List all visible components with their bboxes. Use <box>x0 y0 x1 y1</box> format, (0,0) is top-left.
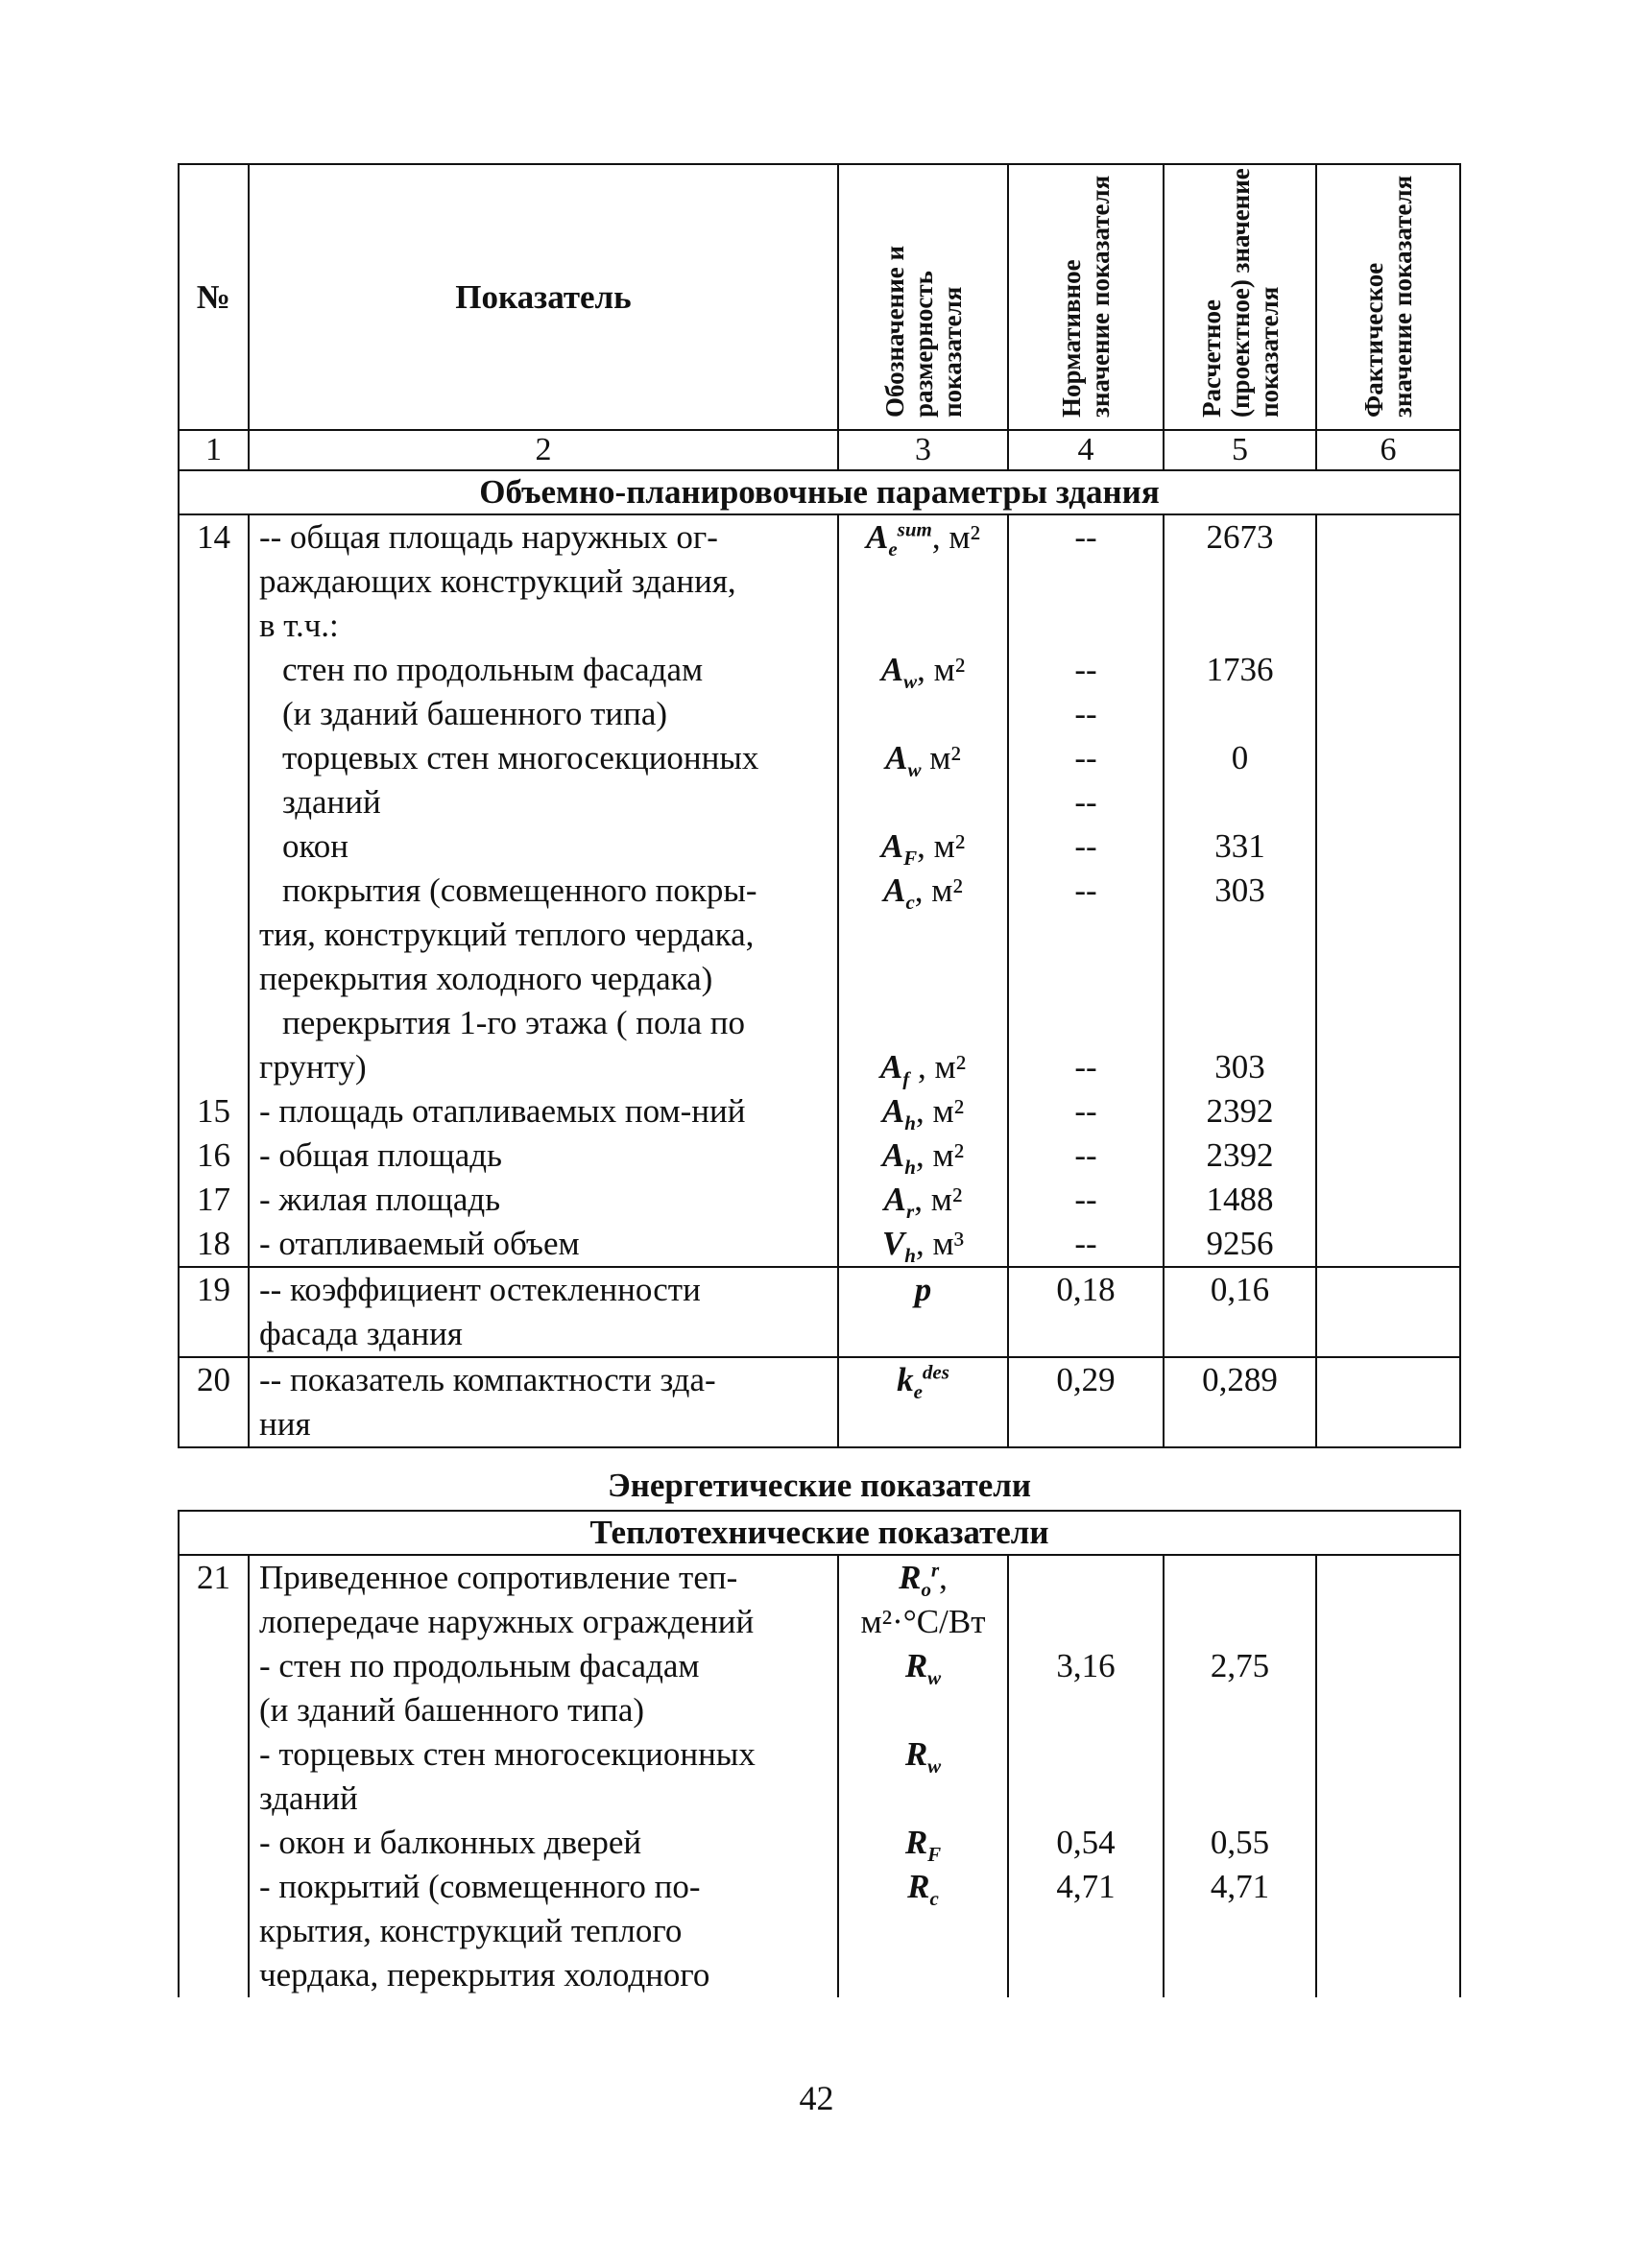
designation-cell <box>838 514 1008 1267</box>
normative-value: -- <box>1074 651 1097 688</box>
indicator-text: в т.ч.: <box>259 607 339 644</box>
symbol-subscript: w <box>907 758 922 780</box>
unit: , м² <box>915 1136 965 1174</box>
normative-value <box>1009 1909 1163 1953</box>
normative-cell: 0,18 <box>1008 1267 1164 1357</box>
normative-cell: 0,29 <box>1008 1357 1164 1447</box>
indicator-text: торцевых стен многосекционных <box>282 739 759 776</box>
designation <box>839 648 1007 692</box>
indicator-cell <box>249 514 838 1267</box>
normative-value: -- <box>1074 1048 1097 1086</box>
row-number <box>180 824 248 869</box>
designation <box>839 1909 1007 1953</box>
normative-value <box>1009 1777 1163 1821</box>
normative-value: -- <box>1074 1136 1097 1174</box>
unit: , м² <box>917 651 966 688</box>
header-calculated: Расчетное (проектное) значение показателя <box>1196 167 1284 418</box>
symbol: A <box>881 1136 905 1174</box>
actual-cell <box>1316 514 1460 1267</box>
designation <box>839 1178 1007 1222</box>
indicator-text: лопередаче наружных ограждений <box>259 1603 755 1640</box>
designation <box>839 1777 1007 1821</box>
designation <box>839 1222 1007 1266</box>
designation <box>839 1556 1007 1600</box>
calculated-value: 1488 <box>1206 1181 1274 1218</box>
normative-value: -- <box>1074 1092 1097 1130</box>
header-actual: Фактическое значение показателя <box>1359 175 1417 418</box>
normative-value <box>1009 1556 1163 1600</box>
number-cell: 20 <box>179 1357 249 1447</box>
calculated-value <box>1165 692 1315 736</box>
indicator-text: покрытия (совмещенного покры- <box>282 871 757 909</box>
row-number <box>180 1732 248 1777</box>
indicator-text: -- общая площадь наружных ог- <box>259 518 718 556</box>
calculated-value: 4,71 <box>1210 1868 1270 1905</box>
indicator-text: зданий <box>259 1779 358 1817</box>
indicator-text: - общая площадь <box>259 1136 502 1174</box>
row-number <box>180 1777 248 1821</box>
row-number: 16 <box>197 1136 230 1174</box>
unit: , м² <box>917 827 966 865</box>
row-number <box>180 913 248 957</box>
normative-value: -- <box>1074 827 1097 865</box>
unit: , м² <box>914 871 963 909</box>
column-number: 1 <box>179 430 249 470</box>
row-number <box>180 1001 248 1045</box>
thermal-table <box>178 1510 1461 1997</box>
normative-value: -- <box>1074 739 1097 776</box>
symbol-subscript: w <box>927 1755 942 1777</box>
designation <box>839 736 1007 780</box>
row-number: 14 <box>197 518 230 556</box>
symbol: A <box>883 1181 906 1218</box>
calculated-cell <box>1164 1555 1316 1997</box>
designation <box>839 957 1007 1001</box>
symbol: A <box>883 871 906 909</box>
symbol: R <box>899 1559 922 1596</box>
indicator-table <box>178 163 1461 1448</box>
symbol-subscript: o <box>921 1578 931 1600</box>
designation <box>839 692 1007 736</box>
designation <box>839 1865 1007 1909</box>
calculated-value <box>1165 1001 1315 1045</box>
calculated-value: 2392 <box>1206 1092 1274 1130</box>
indicator-text: раждающих конструкций здания, <box>259 562 736 600</box>
symbol: A <box>885 739 908 776</box>
calculated-value <box>1165 1556 1315 1600</box>
column-number-row <box>179 430 1460 470</box>
symbol-subscript: r <box>906 1200 915 1222</box>
calculated-value: 0,55 <box>1210 1824 1270 1861</box>
designation <box>839 913 1007 957</box>
row-number <box>180 1865 248 1909</box>
actual-cell <box>1316 1267 1460 1357</box>
symbol: A <box>880 827 904 865</box>
normative-value <box>1009 1001 1163 1045</box>
row-number <box>180 957 248 1001</box>
designation <box>839 1953 1007 1997</box>
indicator-text: перекрытия холодного чердака) <box>259 960 713 997</box>
row-number <box>180 736 248 780</box>
unit: , м³ <box>915 1225 965 1262</box>
row-number <box>180 692 248 736</box>
calculated-value: 9256 <box>1206 1225 1274 1262</box>
section-title-planning: Объемно-планировочные параметры здания <box>179 470 1460 514</box>
calculated-value <box>1165 957 1315 1001</box>
indicator-text: чердака, перекрытия холодного <box>259 1956 710 1993</box>
designation <box>839 1089 1007 1134</box>
column-number: 6 <box>1316 430 1460 470</box>
unit: , м² <box>909 1048 967 1086</box>
normative-value: -- <box>1074 783 1097 821</box>
designation <box>839 560 1007 604</box>
normative-value <box>1009 560 1163 604</box>
row-number <box>180 1909 248 1953</box>
row-number: 15 <box>197 1092 230 1130</box>
symbol: V <box>881 1225 905 1262</box>
symbol: R <box>904 1735 928 1773</box>
row-number <box>180 1644 248 1688</box>
indicator-text: - отапливаемый объем <box>259 1225 580 1262</box>
column-number: 4 <box>1008 430 1164 470</box>
symbol-subscript: f <box>902 1067 910 1089</box>
symbol-subscript: F <box>927 1843 942 1865</box>
unit: , м² <box>914 1181 963 1218</box>
designation <box>839 1134 1007 1178</box>
designation <box>839 869 1007 913</box>
designation <box>839 1821 1007 1865</box>
indicator-text: перекрытия 1-го этажа ( пола по <box>282 1004 745 1041</box>
calculated-value: 331 <box>1214 827 1265 865</box>
symbol: A <box>880 651 904 688</box>
indicator-text: - площадь отапливаемых пом-ний <box>259 1092 746 1130</box>
designation <box>839 780 1007 824</box>
calculated-value <box>1165 780 1315 824</box>
table-header-row <box>179 164 1460 430</box>
normative-value <box>1009 1953 1163 1997</box>
indicator-text: - покрытий (совмещенного по- <box>259 1868 701 1905</box>
normative-value: -- <box>1074 1225 1097 1262</box>
designation <box>839 824 1007 869</box>
indicator-text: - окон и балконных дверей <box>259 1824 642 1861</box>
designation <box>839 1600 1007 1644</box>
designation <box>839 1045 1007 1089</box>
calculated-value: 0 <box>1231 739 1249 776</box>
row-number: 17 <box>197 1181 230 1218</box>
designation <box>839 1001 1007 1045</box>
symbol: R <box>904 1647 928 1684</box>
calculated-value <box>1165 1777 1315 1821</box>
normative-cell <box>1008 1555 1164 1997</box>
table-row-20 <box>179 1357 1460 1447</box>
normative-value: -- <box>1074 871 1097 909</box>
normative-value <box>1009 913 1163 957</box>
designation-cell: $k_e^{des}$ <box>838 1357 1008 1447</box>
actual-cell <box>1316 1555 1460 1997</box>
normative-value <box>1009 957 1163 1001</box>
indicator-cell: -- коэффициент остекленности фасада здания <box>249 1267 838 1357</box>
designation <box>839 1688 1007 1732</box>
header-number: № <box>179 164 249 430</box>
symbol-subscript: F <box>903 847 918 869</box>
section-row <box>179 1511 1460 1555</box>
symbol-subscript: w <box>903 670 918 692</box>
unit: , м² <box>931 518 981 556</box>
symbol: A <box>879 1048 903 1086</box>
designation <box>839 604 1007 648</box>
calculated-cell <box>1164 514 1316 1267</box>
row-number <box>180 869 248 913</box>
calculated-cell: 0,16 <box>1164 1267 1316 1357</box>
row-number: 21 <box>197 1559 230 1596</box>
symbol-subscript: e <box>888 537 898 560</box>
symbol-subscript: c <box>929 1887 939 1909</box>
indicator-text: Приведенное сопротивление теп- <box>259 1559 738 1596</box>
row-number <box>180 604 248 648</box>
calculated-value: 2392 <box>1206 1136 1274 1174</box>
indicator-text: - торцевых стен многосекционных <box>259 1735 756 1773</box>
unit: , м² <box>915 1092 965 1130</box>
symbol-superscript: sum <box>897 517 932 541</box>
calculated-value <box>1165 604 1315 648</box>
header-normative: Нормативное значение показателя <box>1057 175 1115 418</box>
normative-value: -- <box>1074 518 1097 556</box>
indicator-text: грунту) <box>259 1048 367 1086</box>
calculated-value <box>1165 560 1315 604</box>
unit: , <box>939 1559 948 1596</box>
indicator-text: - стен по продольным фасадам <box>259 1647 700 1684</box>
calculated-value <box>1165 1732 1315 1777</box>
symbol: R <box>907 1868 930 1905</box>
indicator-text: зданий <box>282 783 381 821</box>
unit: м² <box>921 739 961 776</box>
symbol: R <box>904 1824 928 1861</box>
indicator-text: крытия, конструкций теплого <box>259 1912 683 1949</box>
calculated-value: 2673 <box>1206 518 1274 556</box>
row-number <box>180 1821 248 1865</box>
number-cell: 19 <box>179 1267 249 1357</box>
header-designation: Обозначение и размерность показателя <box>879 245 967 418</box>
row-number: 18 <box>197 1225 230 1262</box>
normative-value <box>1009 1732 1163 1777</box>
unit: м²·°С/Вт <box>860 1603 986 1640</box>
row-number <box>180 560 248 604</box>
row-number <box>180 780 248 824</box>
indicator-text: (и зданий башенного типа) <box>259 1691 645 1729</box>
designation <box>839 515 1007 560</box>
row-number <box>180 1045 248 1089</box>
row-number <box>180 1953 248 1997</box>
normative-value <box>1009 1688 1163 1732</box>
designation <box>839 1644 1007 1688</box>
number-cell <box>179 1555 249 1997</box>
row-number <box>180 648 248 692</box>
indicator-cell <box>249 1555 838 1997</box>
table-row-19 <box>179 1267 1460 1357</box>
symbol-subscript: h <box>904 1111 916 1134</box>
table-row-block1 <box>179 514 1460 1267</box>
normative-value: 4,71 <box>1056 1868 1116 1905</box>
symbol-superscript: r <box>930 1558 940 1582</box>
calculated-cell: 0,289 <box>1164 1357 1316 1447</box>
designation-cell <box>838 1555 1008 1997</box>
symbol-subscript: w <box>927 1666 942 1688</box>
indicator-cell: -- показатель компактности зда- ния <box>249 1357 838 1447</box>
section-row <box>179 470 1460 514</box>
indicator-text: тия, конструкций теплого чердака, <box>259 916 755 953</box>
normative-value <box>1009 604 1163 648</box>
symbol-subscript: h <box>904 1156 916 1178</box>
calculated-value: 1736 <box>1206 651 1274 688</box>
column-number: 5 <box>1164 430 1316 470</box>
indicator-text: - жилая площадь <box>259 1181 501 1218</box>
section-title-energy: Энергетические показатели <box>607 1467 1032 1504</box>
normative-value: 3,16 <box>1056 1647 1116 1684</box>
symbol: A <box>881 1092 905 1130</box>
calculated-value: 303 <box>1214 1048 1265 1086</box>
normative-value: -- <box>1074 1181 1097 1218</box>
calculated-value <box>1165 1600 1315 1644</box>
calculated-value: 303 <box>1214 871 1265 909</box>
designation <box>839 1732 1007 1777</box>
calculated-value <box>1165 1909 1315 1953</box>
page-number: 42 <box>799 2079 834 2117</box>
normative-cell <box>1008 514 1164 1267</box>
section-title-thermal: Теплотехнические показатели <box>179 1511 1460 1555</box>
calculated-value <box>1165 913 1315 957</box>
designation-cell: p <box>838 1267 1008 1357</box>
header-indicator: Показатель <box>249 164 838 430</box>
symbol: A <box>865 518 889 556</box>
normative-value <box>1009 1600 1163 1644</box>
indicator-text: стен по продольным фасадам <box>282 651 704 688</box>
calculated-value: 2,75 <box>1210 1647 1270 1684</box>
symbol-subscript: c <box>905 891 915 913</box>
calculated-value <box>1165 1953 1315 1997</box>
actual-cell <box>1316 1357 1460 1447</box>
table-row-block2 <box>179 1555 1460 1997</box>
indicator-text: окон <box>282 827 348 865</box>
column-number: 3 <box>838 430 1008 470</box>
calculated-value <box>1165 1688 1315 1732</box>
indicator-text: (и зданий башенного типа) <box>282 695 668 732</box>
symbol-subscript: h <box>904 1244 916 1266</box>
number-cell <box>179 514 249 1267</box>
row-number <box>180 1688 248 1732</box>
normative-value: 0,54 <box>1056 1824 1116 1861</box>
row-number <box>180 1600 248 1644</box>
normative-value: -- <box>1074 695 1097 732</box>
column-number: 2 <box>249 430 838 470</box>
